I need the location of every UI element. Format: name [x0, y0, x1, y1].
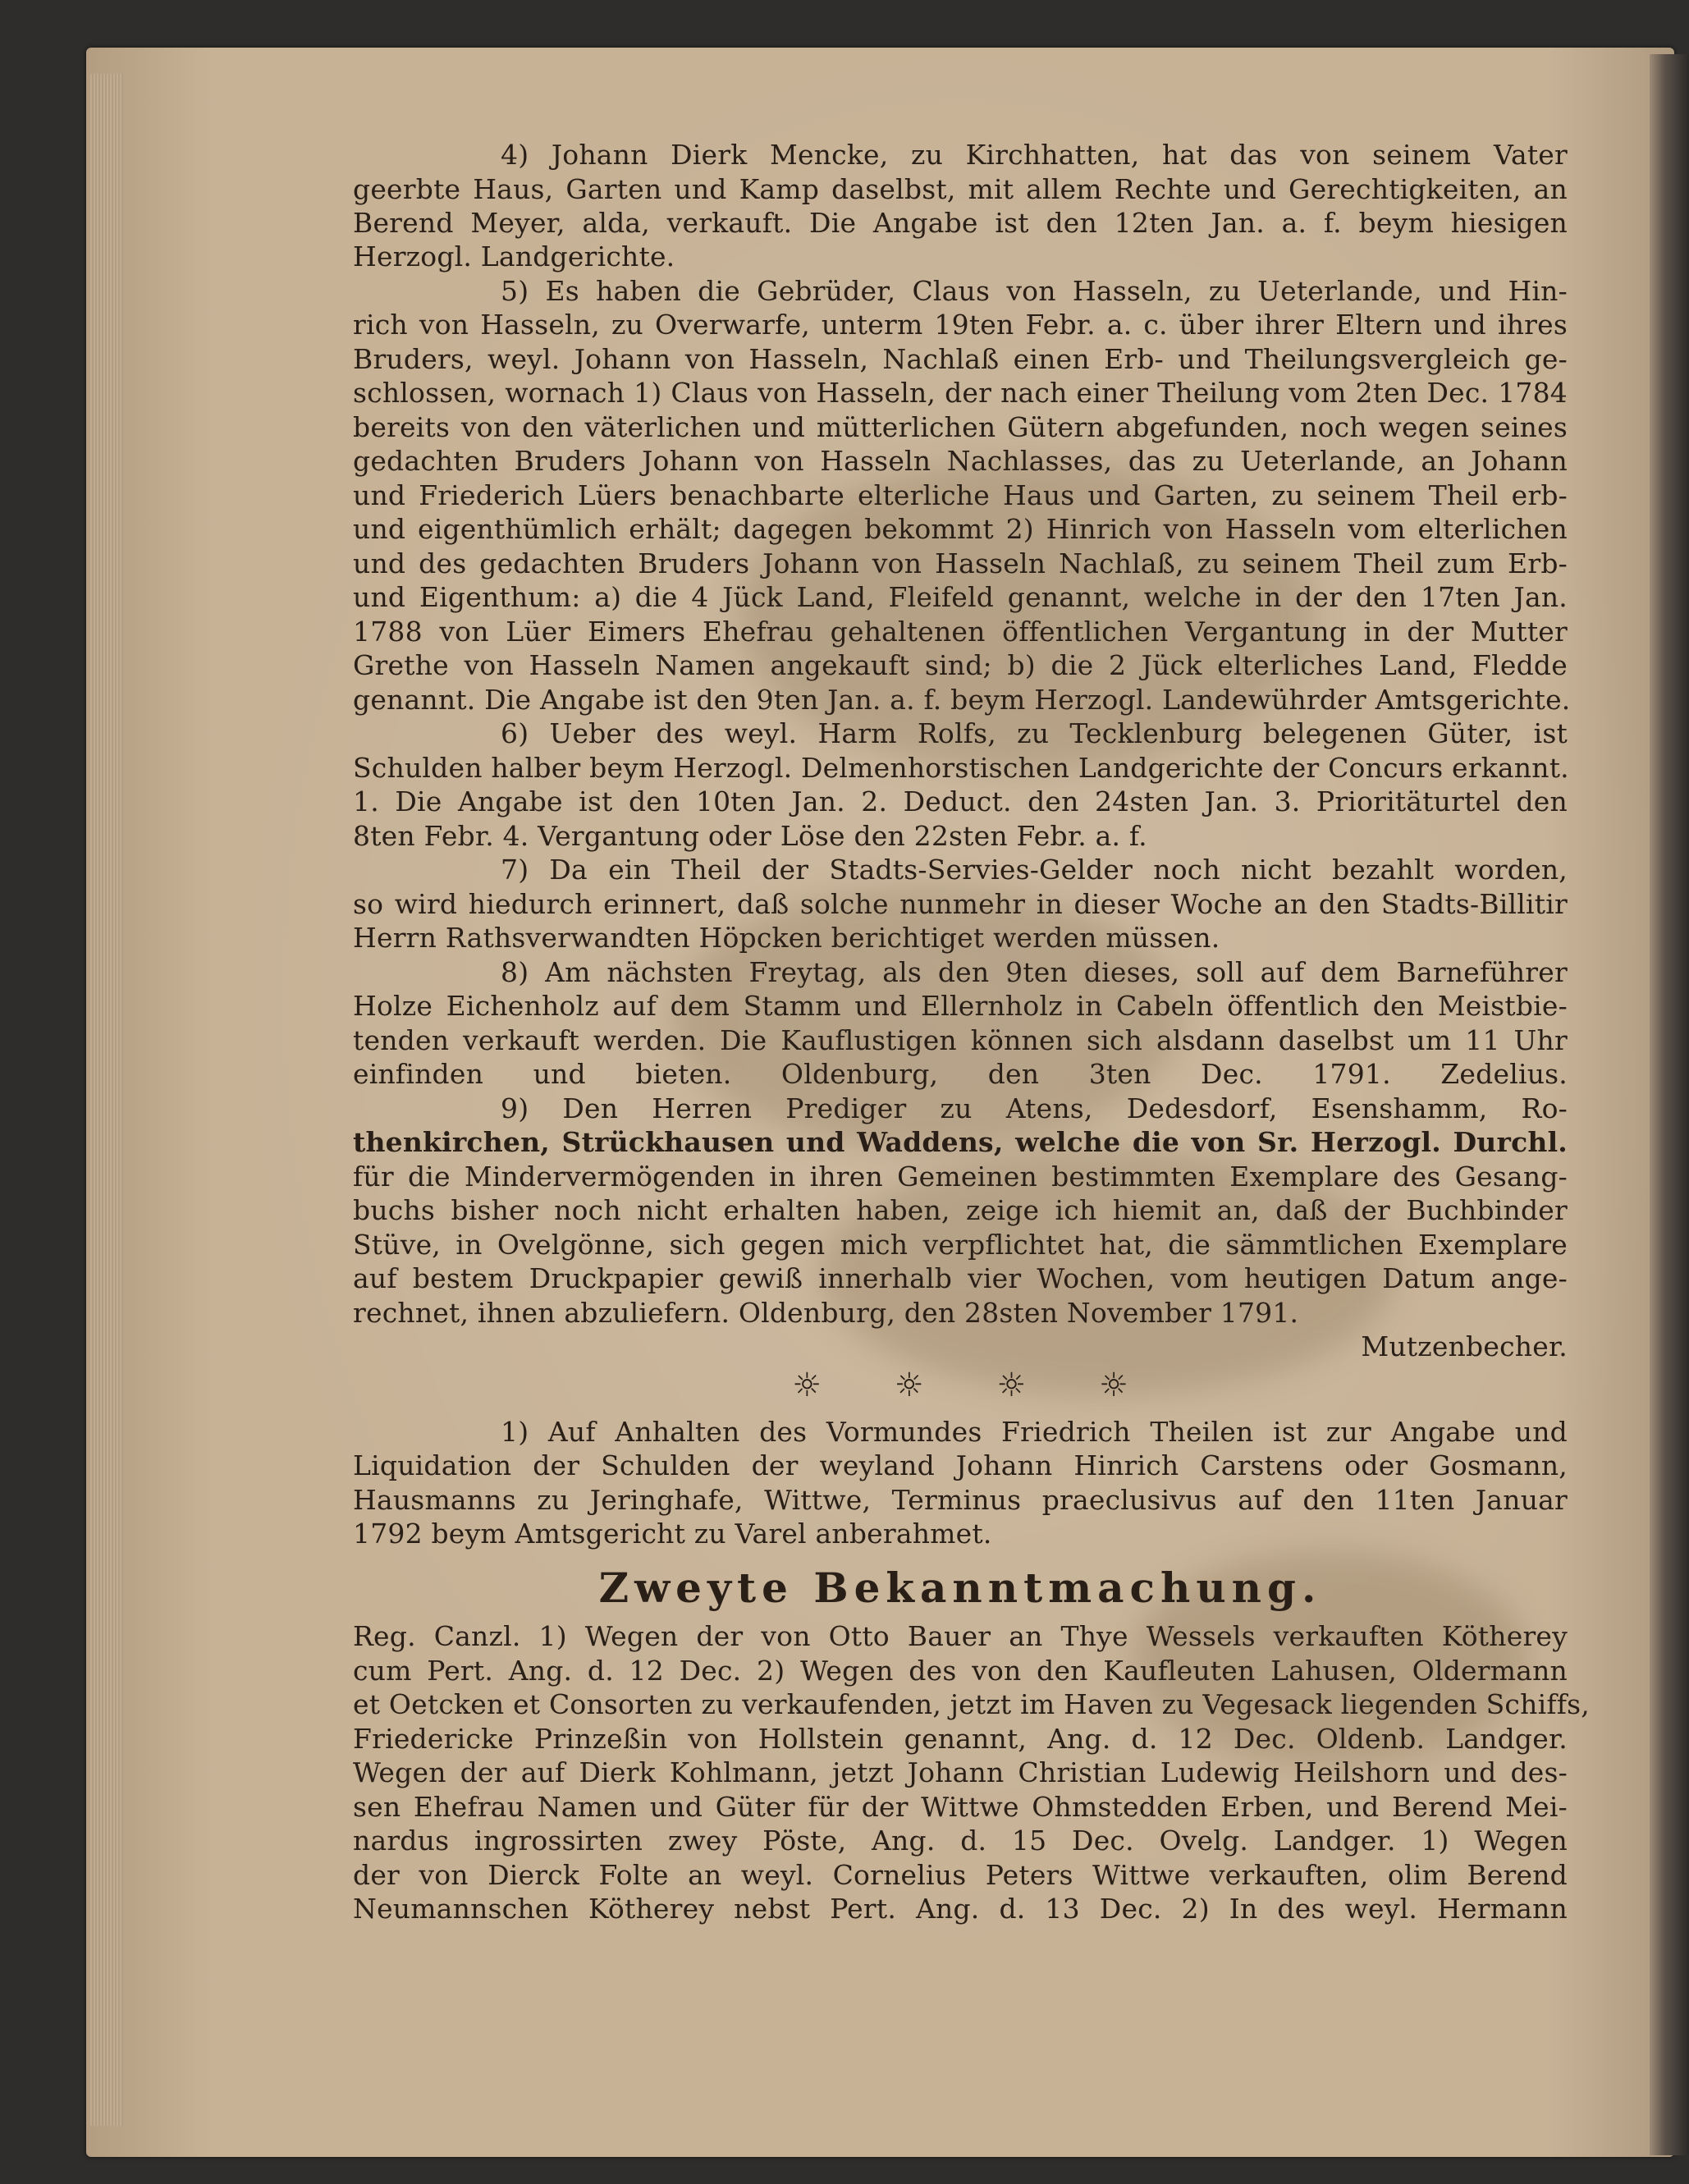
text-line: 4) Johann Dierk Mencke, zu Kirchhatten, hat das von seinem Vater [501, 139, 1568, 171]
text-line: 8ten Febr. 4. Vergantung oder Löse den 22sten Febr. a. f. [353, 820, 1147, 852]
text-line: 6) Ueber des weyl. Harm Rolfs, zu Tecklenburg belegenen Güter, ist [501, 717, 1568, 749]
text-line: geerbte Haus, Garten und Kamp daselbst, mit allem Rechte und Gerechtigkeiten, an [353, 173, 1568, 205]
text-line: buchs bisher noch nicht erhalten haben, zeige ich hiemit an, daß der Buchbinder [353, 1194, 1568, 1226]
section-heading: Zweyte Bekanntmachung. [598, 1564, 1322, 1612]
book-binding [1650, 54, 1689, 2155]
text-line: Neumannschen Kötherey nebst Pert. Ang. d. 13 Dec. 2) In des weyl. Hermann [353, 1893, 1568, 1925]
text-line: 7) Da ein Theil der Stadts-Servies-Gelder noch nicht bezahlt worden, [501, 854, 1568, 886]
text-line: und Eigenthum: a) die 4 Jück Land, Fleifeld genannt, welche in der den 17ten Jan. [353, 581, 1568, 613]
text-line: 1792 beym Amtsgericht zu Varel anberahmet. [353, 1518, 992, 1550]
text-line: 9) Den Herren Prediger zu Atens, Dedesdorf, Esenshamm, Ro- [501, 1092, 1568, 1124]
text-line: Friedericke Prinzeßin von Hollstein genannt, Ang. d. 12 Dec. Oldenb. Landger. [353, 1723, 1568, 1755]
text-line: bereits von den väterlichen und mütterlichen Gütern abgefunden, noch wegen seines [353, 411, 1568, 443]
text-line: cum Pert. Ang. d. 12 Dec. 2) Wegen des von den Kaufleuten Lahusen, Oldermann [353, 1655, 1568, 1687]
text-line: tenden verkauft werden. Die Kauflustigen können sich alsdann daselbst um 11 Uhr [353, 1024, 1568, 1056]
text-line: der von Dierck Folte an weyl. Cornelius Peters Wittwe verkauften, olim Berend [353, 1859, 1568, 1891]
text-line: genannt. Die Angabe ist den 9ten Jan. a. f. beym Herzogl. Landewührder Amtsgerichte. [353, 684, 1571, 716]
text-line: Stüve, in Ovelgönne, sich gegen mich verpflichtet hat, die sämmtlichen Exemplare [353, 1229, 1568, 1261]
document-body-notices [353, 0, 1590, 2184]
page-edges [90, 74, 123, 2126]
text-line: 5) Es haben die Gebrüder, Claus von Hasseln, zu Ueterlande, und Hin- [501, 275, 1568, 307]
text-line: Hausmanns zu Jeringhafe, Wittwe, Terminus praeclusivus auf den 11ten Januar [353, 1484, 1568, 1516]
sun-ornament-icon: ☼ [1098, 1367, 1128, 1404]
text-line: für die Mindervermögenden in ihren Gemeinen bestimmten Exemplare des Gesang- [353, 1161, 1568, 1193]
text-line: nardus ingrossirten zwey Pöste, Ang. d. 15 Dec. Ovelg. Landger. 1) Wegen [353, 1825, 1568, 1857]
text-line: 8) Am nächsten Freytag, als den 9ten dieses, soll auf dem Barneführer [501, 956, 1568, 988]
text-line: thenkirchen, Strückhausen und Waddens, welche die von Sr. Herzogl. Durchl. [353, 1126, 1568, 1158]
text-line: so wird hiedurch erinnert, daß solche nunmehr in dieser Woche an den Stadts-Billitir [353, 888, 1568, 920]
text-line: et Oetcken et Consorten zu verkaufenden, jetzt im Haven zu Vegesack liegenden Schiffs, [353, 1688, 1590, 1720]
sun-ornament-icon: ☼ [996, 1367, 1027, 1404]
text-line: Holze Eichenholz auf dem Stamm und Ellernholz in Cabeln öffentlich den Meistbie- [353, 990, 1568, 1022]
text-line: und eigenthümlich erhält; dagegen bekommt 2) Hinrich von Hasseln vom elterlichen [353, 513, 1568, 545]
text-line: 1) Auf Anhalten des Vormundes Friedrich Theilen ist zur Angabe und [501, 1416, 1568, 1448]
text-line: 1788 von Lüer Eimers Ehefrau gehaltenen öffentlichen Vergantung in der Mutter [353, 616, 1568, 648]
text-line: Schulden halber beym Herzogl. Delmenhorstischen Landgerichte der Concurs erkannt. [353, 752, 1569, 784]
text-line: Reg. Canzl. 1) Wegen der von Otto Bauer an Thye Wessels verkauften Kötherey [353, 1620, 1568, 1652]
text-line: und des gedachten Bruders Johann von Hasseln Nachlaß, zu seinem Theil zum Erb- [353, 547, 1568, 579]
text-line: einfinden und bieten. Oldenburg, den 3ten Dec. 1791. Zedelius. [353, 1058, 1568, 1090]
text-line: Bruders, weyl. Johann von Hasseln, Nachlaß einen Erb- und Theilungsvergleich ge- [353, 343, 1568, 375]
text-line: Liquidation der Schulden der weyland Johann Hinrich Carstens oder Gosmann, [353, 1449, 1568, 1481]
text-line: Berend Meyer, alda, verkauft. Die Angabe ist den 12ten Jan. a. f. beym hiesigen [353, 207, 1568, 239]
signature-line: Mutzenbecher. [1361, 1330, 1568, 1362]
text-line: Grethe von Hasseln Namen angekauft sind; b) die 2 Jück elterliches Land, Fledde [353, 649, 1568, 681]
text-line: Herzogl. Landgerichte. [353, 240, 675, 272]
sun-ornament-icon: ☼ [792, 1367, 822, 1404]
text-line: gedachten Bruders Johann von Hasseln Nachlasses, das zu Ueterlande, an Johann [353, 445, 1568, 477]
text-line: sen Ehefrau Namen und Güter für der Wittwe Ohmstedden Erben, und Berend Mei- [353, 1791, 1568, 1823]
text-line: auf bestem Druckpapier gewiß innerhalb vier Wochen, vom heutigen Datum ange- [353, 1262, 1568, 1294]
text-line: und Friederich Lüers benachbarte elterliche Haus und Garten, zu seinem Theil erb- [353, 479, 1568, 511]
text-line: rich von Hasseln, zu Overwarfe, unterm 19ten Febr. a. c. über ihrer Eltern und ihres [353, 309, 1568, 341]
text-line: 1. Die Angabe ist den 10ten Jan. 2. Deduct. den 24sten Jan. 3. Prioritäturtel den [353, 785, 1568, 817]
sun-ornament-icon: ☼ [894, 1367, 924, 1404]
text-line: Herrn Rathsverwandten Höpcken berichtiget werden müssen. [353, 922, 1220, 954]
text-line: Wegen der auf Dierk Kohlmann, jetzt Johann Christian Ludewig Heilshorn und des- [353, 1756, 1568, 1788]
text-line: rechnet, ihnen abzuliefern. Oldenburg, den 28sten November 1791. [353, 1297, 1299, 1329]
text-line: schlossen, wornach 1) Claus von Hasseln, der nach einer Theilung vom 2ten Dec. 1784 [353, 377, 1568, 409]
